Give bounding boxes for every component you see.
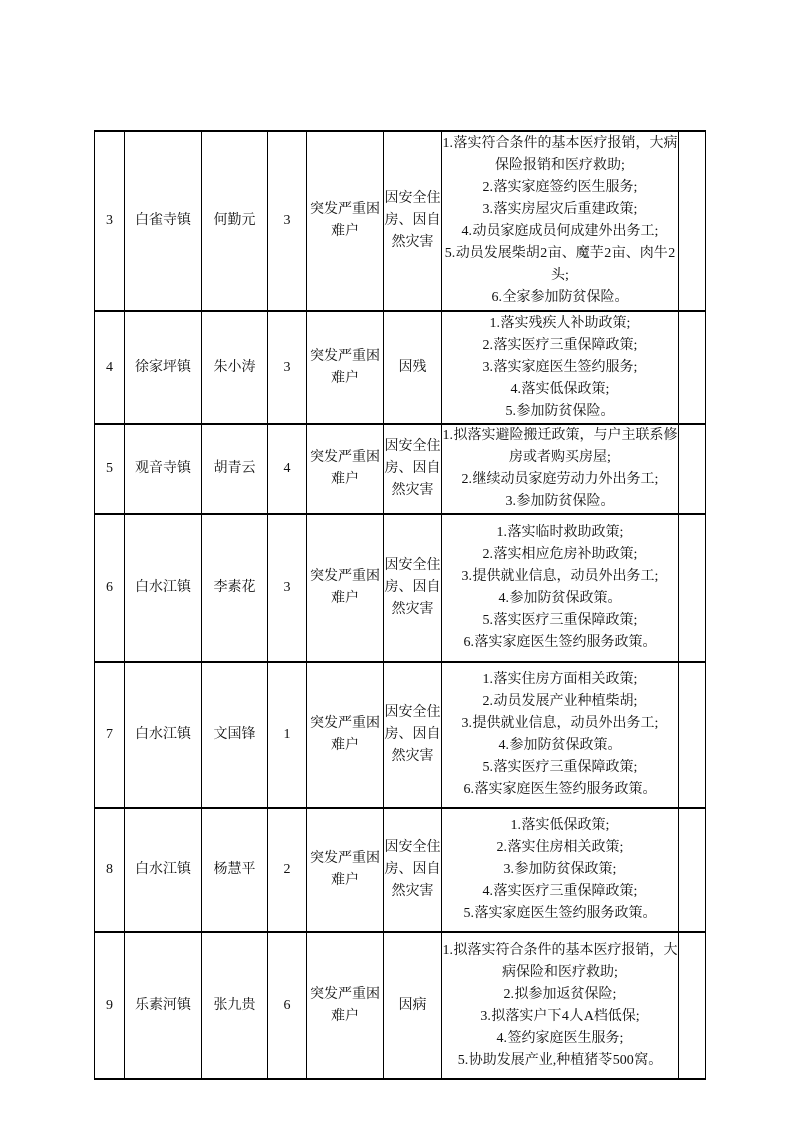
person-name-cell: 胡青云 [202,424,268,514]
table-row [95,424,706,514]
measure-item: 5. 动员发展柴胡 2 亩、魔芋 2 亩、肉牛 2 头; [444,246,676,283]
population-count-cell: 6 [268,932,307,1079]
category-cell: 突发严重困难户 [307,808,384,932]
table-row [95,311,706,424]
town-cell: 徐家坪镇 [125,311,202,424]
measure-item: 3. 落实房屋灾后重建政策; [482,202,638,217]
category-cell: 突发严重困难户 [307,662,384,808]
measure-item: 6. 落实家庭医生签约服务政策。 [463,782,657,797]
measures-cell [442,131,679,311]
population-count-cell: 2 [268,808,307,932]
person-name-cell: 文国锋 [202,662,268,808]
reason-cell: 因病 [384,932,442,1079]
measure-item: 2. 落实住房相关政策; [496,840,624,855]
table-row [95,808,706,932]
row-number-cell: 3 [95,131,125,311]
person-name-cell: 何勤元 [202,131,268,311]
town-cell: 白水江镇 [125,808,202,932]
town-cell: 白雀寺镇 [125,131,202,311]
note-cell [679,808,706,932]
table-body [95,131,706,1079]
measure-item: 1. 拟落实避险搬迁政策，与户主联系修房或者购买房屋; [442,428,678,465]
row-number-cell: 4 [95,311,125,424]
measures-cell [442,424,679,514]
row-number-cell: 8 [95,808,125,932]
town-cell: 白水江镇 [125,662,202,808]
measure-item: 3. 参加防贫保险。 [505,494,615,509]
measure-item: 5. 落实医疗三重保障政策; [482,760,638,775]
measure-item: 5. 协助发展产业,种植猪苓 500 窝。 [457,1052,663,1068]
table-row [95,662,706,808]
note-cell [679,424,706,514]
measure-item: 3. 提供就业信息，动员外出务工; [461,716,659,731]
measure-item: 6. 落实家庭医生签约服务政策。 [463,635,657,650]
category-cell: 突发严重困难户 [307,131,384,311]
category-cell: 突发严重困难户 [307,424,384,514]
measure-item: 3. 落实家庭医生签约服务; [482,359,638,375]
measures-cell [442,808,679,932]
measure-item: 2. 继续动员家庭劳动力外出务工; [461,472,659,487]
reason-cell: 因残 [384,311,442,424]
note-cell [679,311,706,424]
note-cell [679,932,706,1079]
reason-cell: 因安全住房、因自然灾害 [384,424,442,514]
person-name-cell: 张九贵 [202,932,268,1079]
category-cell: 突发严重困难户 [307,514,384,662]
measure-item: 3. 参加防贫保政策; [503,862,617,877]
category-cell: 突发严重困难户 [307,311,384,424]
population-count-cell: 4 [268,424,307,514]
row-number-cell: 7 [95,662,125,808]
measure-item: 2. 落实相应危房补助政策; [482,547,638,562]
town-cell: 乐素河镇 [125,932,202,1079]
measure-item: 2. 落实家庭签约医生服务; [482,180,638,195]
measure-item: 1. 落实残疾人补助政策; [489,315,631,331]
town-cell: 观音寺镇 [125,424,202,514]
measure-item: 6. 全家参加防贫保险。 [491,290,629,305]
measure-item: 4. 签约家庭医生服务; [496,1030,624,1046]
reason-cell: 因安全住房、因自然灾害 [384,808,442,932]
note-cell [679,131,706,311]
person-name-cell: 李素花 [202,514,268,662]
table-row [95,932,706,1079]
measure-item: 4. 参加防贫保政策。 [498,591,622,606]
measure-item: 5. 落实家庭医生签约服务政策。 [463,906,657,921]
measure-item: 4. 落实低保政策; [510,381,610,397]
row-number-cell: 6 [95,514,125,662]
measure-item: 1. 落实住房方面相关政策; [482,672,638,687]
person-name-cell: 朱小涛 [202,311,268,424]
measure-item: 5. 落实医疗三重保障政策; [482,613,638,628]
reason-cell: 因安全住房、因自然灾害 [384,514,442,662]
measure-item: 1. 落实低保政策; [510,818,610,833]
note-cell [679,514,706,662]
measure-item: 4. 动员家庭成员何成建外出务工; [461,224,659,239]
measure-item: 3. 提供就业信息，动员外出务工; [461,569,659,584]
measure-item: 5. 参加防贫保险。 [505,403,615,419]
population-count-cell: 1 [268,662,307,808]
measures-cell [442,311,679,424]
measure-item: 4. 落实医疗三重保障政策; [482,884,638,899]
measure-item: 1. 落实临时救助政策; [496,525,624,540]
measures-cell [442,662,679,808]
row-number-cell: 5 [95,424,125,514]
measure-item: 3. 拟落实户下 4 人 A 档低保; [480,1008,640,1024]
population-count-cell: 3 [268,514,307,662]
note-cell [679,662,706,808]
poverty-assistance-table [94,130,706,1080]
person-name-cell: 杨慧平 [202,808,268,932]
population-count-cell: 3 [268,311,307,424]
measure-item: 1. 落实符合条件的基本医疗报销，大病保险报销和医疗救助; [442,136,678,173]
table-row [95,131,706,311]
category-cell: 突发严重困难户 [307,932,384,1079]
measure-item: 2. 拟参加返贫保险; [503,986,617,1002]
measures-cell [442,514,679,662]
reason-cell: 因安全住房、因自然灾害 [384,662,442,808]
table-row [95,514,706,662]
measure-item: 2. 动员发展产业种植柴胡; [482,694,638,709]
measures-cell [442,932,679,1079]
reason-cell: 因安全住房、因自然灾害 [384,131,442,311]
town-cell: 白水江镇 [125,514,202,662]
measure-item: 4. 参加防贫保政策。 [498,738,622,753]
row-number-cell: 9 [95,932,125,1079]
population-count-cell: 3 [268,131,307,311]
measure-item: 2. 落实医疗三重保障政策; [482,337,638,353]
measure-item: 1. 拟落实符合条件的基本医疗报销，大病保险和医疗救助; [442,942,678,980]
